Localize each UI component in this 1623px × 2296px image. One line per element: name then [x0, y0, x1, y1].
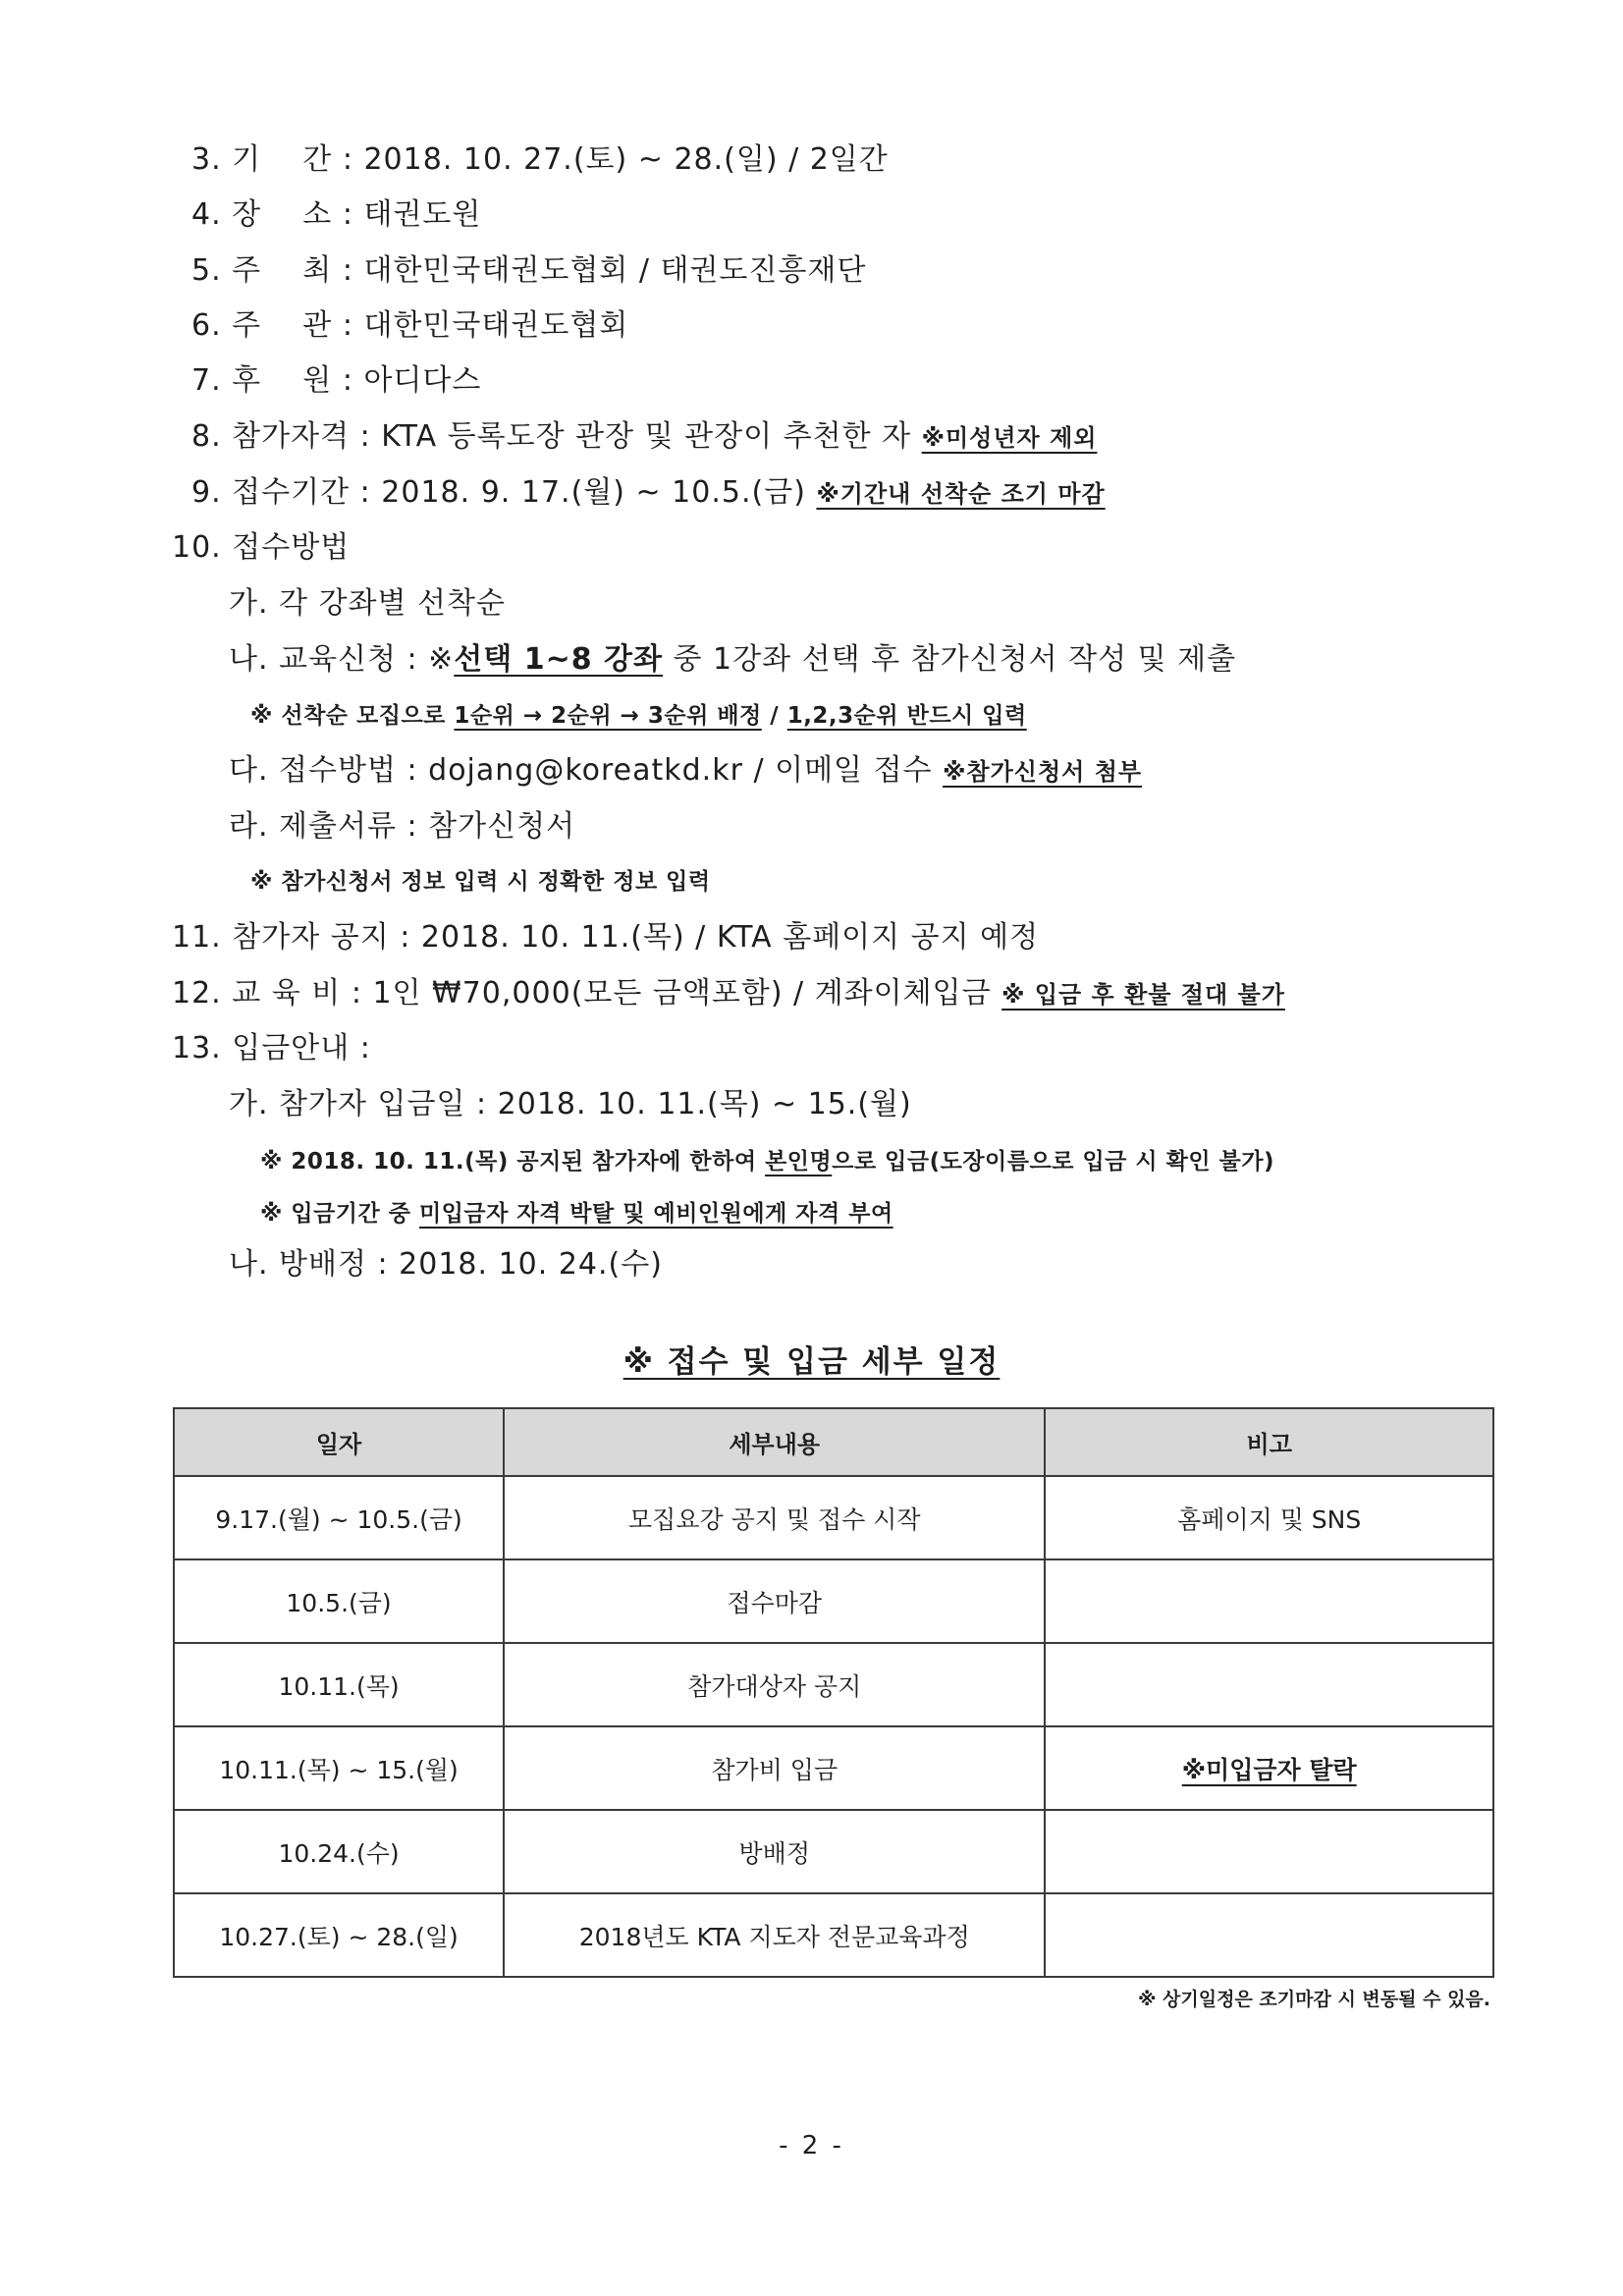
- cell-note: [1045, 1643, 1493, 1726]
- note-underline: 본인명: [765, 1149, 833, 1175]
- item-value: 참가자 공지 : 2018. 10. 11.(목) / KTA 홈페이지 공지 예정: [232, 920, 1040, 955]
- sub-item-text: 다. 접수방법 : dojang@koreatkd.kr / 이메일 접수: [229, 753, 933, 788]
- item-label: 참가자격: [232, 419, 351, 454]
- item-value: : 아디다스: [342, 363, 482, 398]
- note-underline: 1순위 → 2순위 → 3순위 배정: [454, 703, 762, 729]
- cell-detail: 2018년도 KTA 지도자 전문교육과정: [504, 1893, 1045, 1977]
- item-value: : 2018. 9. 17.(월) ~ 10.5.(금): [359, 475, 806, 510]
- page-number: - 2 -: [779, 2131, 844, 2160]
- item-application-method: [172, 528, 350, 568]
- item-host: [191, 251, 866, 291]
- note-text: /: [761, 703, 787, 729]
- item-label: 접수방법: [232, 530, 351, 565]
- sub-item-note: ※참가신청서 첨부: [943, 758, 1143, 786]
- item-note: ※ 입금 후 환불 절대 불가: [1001, 981, 1285, 1009]
- sub-item-na: [229, 640, 1236, 680]
- note-text: ※ 선착순 모집으로: [250, 703, 455, 729]
- note-text: ※ 2018. 10. 11.(목) 공지된 참가자에 한하여: [260, 1149, 766, 1175]
- header-note: 비고: [1045, 1408, 1493, 1476]
- cell-date: 10.24.(수): [174, 1810, 504, 1893]
- cell-note: [1045, 1893, 1493, 1977]
- sub-item-emphasis: 선택 1~8 강좌: [454, 642, 663, 677]
- note-payment-disqualify: [260, 1197, 893, 1230]
- item-note: ※미성년자 제외: [921, 424, 1098, 452]
- item-number: 5.: [191, 253, 222, 288]
- item-number: 4.: [191, 197, 222, 232]
- item-value: : 2018. 10. 27.(토) ~ 28.(일) / 2일간: [342, 142, 889, 177]
- cell-date: 10.11.(목) ~ 15.(월): [174, 1726, 504, 1810]
- item-eligibility: [191, 417, 1097, 458]
- cell-note: [1045, 1810, 1493, 1893]
- cell-date: 9.17.(월) ~ 10.5.(금): [174, 1476, 504, 1559]
- sub-item-text: 나. 교육신청 : ※: [229, 642, 455, 677]
- item-number: 7.: [191, 363, 222, 398]
- table-row: [174, 1559, 1493, 1643]
- note-text: 으로 입금(도장이름으로 입금 시 확인 불가): [832, 1149, 1275, 1175]
- note-text: ※ 입금기간 중: [260, 1201, 419, 1227]
- item-application-period: [191, 473, 1106, 514]
- item-organizer: [191, 306, 628, 346]
- item-value: : 대한민국태권도협회: [342, 308, 629, 343]
- item-payment-guide: [172, 1029, 371, 1068]
- cell-note: 홈페이지 및 SNS: [1045, 1476, 1493, 1559]
- cell-note: [1045, 1559, 1493, 1643]
- schedule-table: [173, 1407, 1494, 1978]
- item-value: : KTA 등록도장 관장 및 관장이 추천한 자: [359, 419, 912, 454]
- item-period: [191, 140, 889, 180]
- table-row: [174, 1476, 1493, 1559]
- item-number: 3.: [191, 142, 222, 177]
- note-underline: 미입금자 자격 박탈 및 예비인원에게 자격 부여: [418, 1201, 893, 1227]
- header-detail: 세부내용: [504, 1408, 1045, 1476]
- item-number: 8.: [191, 419, 222, 454]
- schedule-title-text: ※ 접수 및 입금 세부 일정: [622, 1344, 1001, 1380]
- cell-date: 10.5.(금): [174, 1559, 504, 1643]
- item-number: 6.: [191, 308, 222, 343]
- item-number: 12.: [172, 976, 222, 1011]
- note-underline: 1,2,3순위 반드시 입력: [786, 703, 1027, 729]
- cell-detail: 참가대상자 공지: [504, 1643, 1045, 1726]
- table-header-row: [174, 1408, 1493, 1476]
- item-number: 9.: [191, 475, 222, 510]
- item-number: 11.: [172, 920, 222, 955]
- cell-detail: 접수마감: [504, 1559, 1045, 1643]
- item-tuition: [172, 974, 1285, 1014]
- table-row: [174, 1810, 1493, 1893]
- item-note: ※기간내 선착순 조기 마감: [816, 480, 1106, 508]
- item-label: 주 관: [232, 308, 333, 343]
- item-venue: [191, 195, 481, 235]
- item-sponsor: [191, 361, 481, 401]
- cell-detail: 방배정: [504, 1810, 1045, 1893]
- item-value: : 태권도원: [342, 197, 482, 232]
- note-ranking: [250, 699, 1027, 733]
- header-date: 일자: [174, 1408, 504, 1476]
- note-payment-name: [260, 1145, 1274, 1178]
- item-value: 교 육 비 : 1인 ₩70,000(모든 금액포함) / 계좌이체입금: [232, 976, 992, 1011]
- cell-detail: 참가비 입금: [504, 1726, 1045, 1810]
- item-label: 주 최: [232, 253, 333, 288]
- item-number: 13.: [172, 1031, 222, 1066]
- note-accurate-info: ※ 참가신청서 정보 입력 시 정확한 정보 입력: [250, 869, 711, 895]
- item-number: 10.: [172, 530, 222, 565]
- sub-item-payment-date: 가. 참가자 입금일 : 2018. 10. 11.(목) ~ 15.(월): [229, 1087, 912, 1121]
- item-label: 장 소: [232, 197, 333, 232]
- sub-item-ga: 가. 각 강좌별 선착순: [229, 586, 506, 621]
- item-label: 후 원: [232, 363, 333, 398]
- sub-item-da: [229, 751, 1142, 792]
- item-label: 기 간: [232, 142, 333, 177]
- sub-item-ra: 라. 제출서류 : 참가신청서: [229, 809, 576, 844]
- table-row: [174, 1726, 1493, 1810]
- sub-item-text: 중 1강좌 선택 후 참가신청서 작성 및 제출: [663, 642, 1237, 677]
- table-row: [174, 1893, 1493, 1977]
- item-value: : 대한민국태권도협회 / 태권도진흥재단: [342, 253, 867, 288]
- item-participant-notice: [172, 918, 1039, 957]
- sub-item-room-assignment: 나. 방배정 : 2018. 10. 24.(수): [229, 1247, 663, 1282]
- schedule-footnote: ※ 상기일정은 조기마감 시 변동될 수 있음.: [1137, 1989, 1490, 2010]
- cell-date: 10.11.(목): [174, 1643, 504, 1726]
- cell-note: ※미입금자 탈락: [1045, 1726, 1493, 1810]
- item-label: 접수기간: [232, 475, 351, 510]
- cell-date: 10.27.(토) ~ 28.(일): [174, 1893, 504, 1977]
- cell-detail: 모집요강 공지 및 접수 시작: [504, 1476, 1045, 1559]
- table-row: [174, 1643, 1493, 1726]
- schedule-title: [0, 1341, 1623, 1383]
- item-value: 입금안내 :: [232, 1031, 371, 1066]
